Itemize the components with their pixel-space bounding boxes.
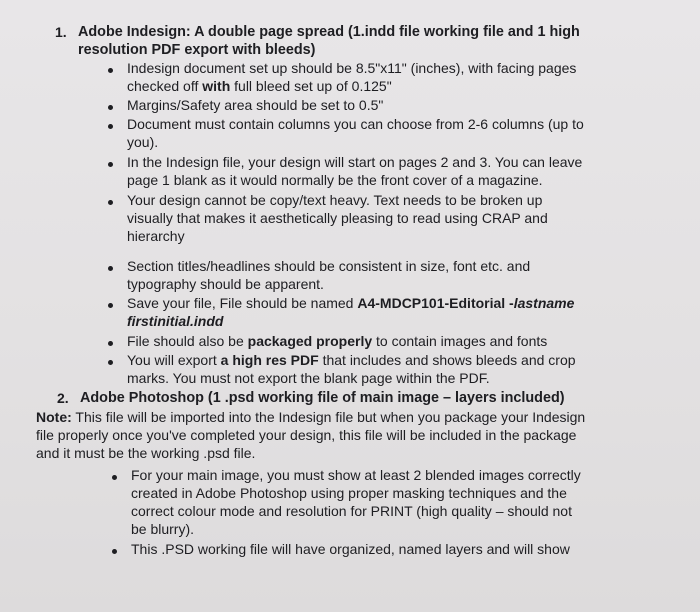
note-line-1: Note: This file will be imported into the Indesign file but when you package your Indesign bbox=[36, 409, 586, 425]
bullet-dot bbox=[108, 341, 113, 346]
note-line-2: file properly once you've completed your design, this file will be included in the package bbox=[36, 427, 577, 443]
bullet-dot bbox=[108, 124, 113, 129]
bullet-dot bbox=[108, 266, 113, 271]
bullet-4-line-2: page 1 blank as it would normally be the front cover of a magazine. bbox=[127, 172, 543, 188]
s2-bullet-1-line-3: correct colour mode and resolution for PRINT (high quality – should not bbox=[131, 503, 572, 519]
bullet-1-line-1: Indesign document set up should be 8.5"x11" (inches), with facing pages bbox=[127, 60, 577, 76]
bullet-1-line-2: checked off with full bleed set up of 0.125" bbox=[127, 78, 392, 94]
note-line-3: and it must be the working .psd file. bbox=[36, 445, 256, 461]
section-1-number: 1. bbox=[55, 24, 67, 40]
bullet-dot bbox=[108, 68, 113, 73]
bullet-5-line-3: hierarchy bbox=[127, 228, 185, 244]
bullet-5-line-1: Your design cannot be copy/text heavy. Text needs to be broken up bbox=[127, 192, 543, 208]
bullet-9-line-1: You will export a high res PDF that includes and shows bleeds and crop bbox=[127, 352, 576, 368]
bullet-7-line-2: firstinitial.indd bbox=[127, 313, 224, 329]
bullet-4-line-1: In the Indesign file, your design will start on pages 2 and 3. You can leave bbox=[127, 154, 583, 170]
bullet-2-line-1: Margins/Safety area should be set to 0.5" bbox=[127, 97, 384, 113]
bullet-3-line-1: Document must contain columns you can choose from 2-6 columns (up to bbox=[127, 116, 584, 132]
bullet-6-line-1: Section titles/headlines should be consistent in size, font etc. and bbox=[127, 258, 531, 274]
bullet-5-line-2: visually that makes it aesthetically pleasing to read using CRAP and bbox=[127, 210, 548, 226]
s2-bullet-2-line-1: This .PSD working file will have organized, named layers and will show bbox=[131, 541, 570, 557]
section-1-title-line-2: resolution PDF export with bleeds) bbox=[78, 42, 316, 58]
bullet-dot bbox=[108, 105, 113, 110]
s2-bullet-1-line-2: created in Adobe Photoshop using proper masking techniques and the bbox=[131, 485, 567, 501]
bullet-7-line-1: Save your file, File should be named A4-MDCP101-Editorial -lastname bbox=[127, 295, 575, 311]
bullet-dot bbox=[108, 303, 113, 308]
s2-bullet-1-line-4: be blurry). bbox=[131, 521, 195, 537]
bullet-3-line-2: you). bbox=[127, 134, 159, 150]
section-2-title: Adobe Photoshop (1 .psd working file of main image – layers included) bbox=[80, 390, 565, 406]
s2-bullet-1-line-1: For your main image, you must show at least 2 blended images correctly bbox=[131, 467, 581, 483]
section-2-number: 2. bbox=[57, 390, 69, 406]
bullet-6-line-2: typography should be apparent. bbox=[127, 276, 324, 292]
bullet-dot bbox=[108, 360, 113, 365]
section-1-title-line-1: Adobe Indesign: A double page spread (1.indd file working file and 1 high bbox=[78, 24, 580, 40]
bullet-dot bbox=[112, 549, 117, 554]
bullet-dot bbox=[112, 475, 117, 480]
bullet-8-line-1: File should also be packaged properly to contain images and fonts bbox=[127, 333, 548, 349]
bullet-dot bbox=[108, 162, 113, 167]
bullet-9-line-2: marks. You must not export the blank page within the PDF. bbox=[127, 370, 490, 386]
bullet-dot bbox=[108, 200, 113, 205]
